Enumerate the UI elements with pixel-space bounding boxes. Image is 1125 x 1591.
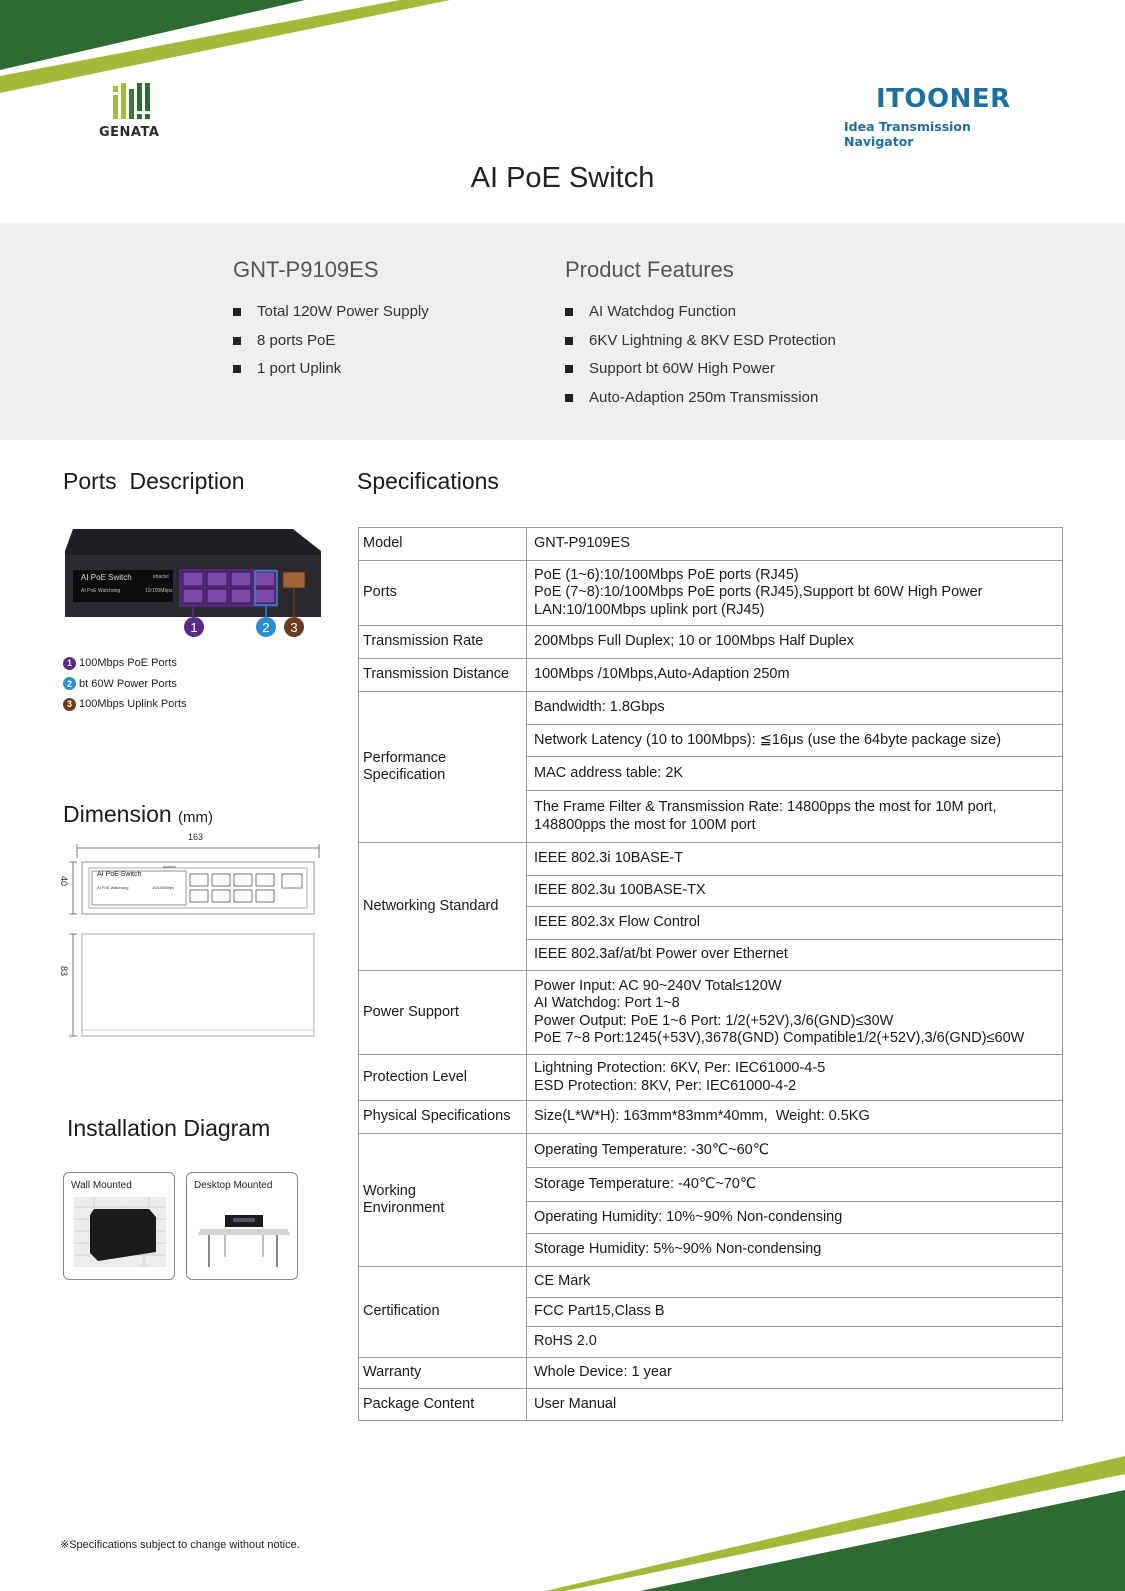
table-row [359, 1358, 1063, 1389]
spec-value: Lightning Protection: 6KV, Per: IEC61000-4-5 ESD Protection: 8KV, Per: IEC61000-4-2 [527, 1055, 1063, 1101]
list-item: Auto-Adaption 250m Transmission [565, 389, 836, 418]
ports-legend [63, 653, 187, 715]
ports-description-heading: Ports Description [63, 468, 245, 494]
table-row [359, 1101, 1063, 1134]
spec-value: PoE (1~6):10/100Mbps PoE ports (RJ45) PoE (7~8):10/100Mbps PoE ports (RJ45),Support bt 60W High Power LAN:10/100Mbps uplink port (RJ45) [527, 561, 1063, 626]
specifications-heading: Specifications [357, 468, 499, 494]
features-band [0, 223, 1125, 440]
wall-mounted-label: Wall Mounted [71, 1180, 132, 1191]
callout-1: 1 [184, 617, 204, 637]
itooner-logo-text: ITOONER [876, 84, 1011, 114]
bullet-square-icon [565, 394, 573, 402]
genata-logo [99, 83, 169, 143]
spec-key: Physical Specifications [359, 1101, 527, 1134]
bullet-square-icon [233, 308, 241, 316]
spec-key: Transmission Rate [359, 626, 527, 659]
callout-3: 3 [284, 617, 304, 637]
list-item: 6KV Lightning & 8KV ESD Protection [565, 332, 836, 361]
table-row [359, 626, 1063, 659]
spec-key: Transmission Distance [359, 659, 527, 692]
spec-value: Storage Humidity: 5%~90% Non-condensing [527, 1234, 1063, 1267]
spec-value: GNT-P9109ES [527, 528, 1063, 561]
genata-bars-logo-icon [113, 83, 183, 123]
legend-item: 2 bt 60W Power Ports [63, 674, 187, 695]
table-row [359, 1134, 1063, 1168]
switch-photo [63, 525, 325, 650]
installation-heading: Installation Diagram [67, 1115, 271, 1141]
bullet-square-icon [565, 308, 573, 316]
switch-label: AI PoE Switch [81, 573, 132, 582]
dimension-drawing [59, 832, 325, 1038]
spec-key: Ports [359, 561, 527, 626]
dimension-width-label: 163 [188, 832, 204, 842]
model-heading: GNT-P9109ES [233, 257, 379, 282]
switch-brand: ebaclvi [153, 574, 169, 580]
spec-value: IEEE 802.3af/at/bt Power over Ethernet [527, 940, 1063, 971]
callout-2: 2 [256, 617, 276, 637]
table-row [359, 1267, 1063, 1298]
bullet-square-icon [565, 337, 573, 345]
bullet-square-icon [233, 365, 241, 373]
wall-mounted-card [63, 1172, 175, 1280]
legend-item: 1 100Mbps PoE Ports [63, 653, 187, 674]
spec-value: 100Mbps /10Mbps,Auto-Adaption 250m [527, 659, 1063, 692]
spec-value: Operating Humidity: 10%~90% Non-condensing [527, 1202, 1063, 1234]
bullet-square-icon [565, 365, 573, 373]
spec-value: Storage Temperature: -40℃~70℃ [527, 1168, 1063, 1202]
bullet-square-icon [233, 337, 241, 345]
spec-value: Network Latency (10 to 100Mbps): ≦16μs (use the 64byte package size) [527, 725, 1063, 757]
table-row [359, 528, 1063, 561]
spec-value: User Manual [527, 1389, 1063, 1421]
genata-logo-text: GENATA [99, 125, 160, 140]
table-row [359, 561, 1063, 626]
itooner-logo [840, 84, 1040, 149]
legend-item: 3 100Mbps Uplink Ports [63, 694, 187, 715]
switch-speed: 10/100Mbps [145, 588, 173, 594]
footnote: ※Specifications subject to change without notice. [60, 1539, 300, 1551]
table-row [359, 1055, 1063, 1101]
spec-value: 200Mbps Full Duplex; 10 or 100Mbps Half Duplex [527, 626, 1063, 659]
dimension-front-sublabel: AI PoE Watchdog [97, 885, 129, 890]
spec-value: IEEE 802.3x Flow Control [527, 907, 1063, 940]
dimension-depth-label: 83 [59, 965, 70, 977]
desktop-mounted-label: Desktop Mounted [194, 1180, 273, 1191]
spec-value: Whole Device: 1 year [527, 1358, 1063, 1389]
dimension-height-label: 40 [59, 875, 70, 887]
model-feature-list [233, 303, 429, 389]
itooner-tagline: Idea Transmission Navigator [844, 119, 971, 149]
dimension-front-label: AI PoE Switch [97, 871, 142, 878]
spec-key: Warranty [359, 1358, 527, 1389]
switch-sublabel: AI PoE Watchdog [81, 588, 121, 594]
spec-value: Operating Temperature: -30℃~60℃ [527, 1134, 1063, 1168]
document-title: AI PoE Switch [470, 162, 655, 194]
spec-key: Performance Specification [359, 692, 527, 843]
spec-value: IEEE 802.3i 10BASE-T [527, 843, 1063, 876]
spec-key: Certification [359, 1267, 527, 1358]
list-item: Total 120W Power Supply [233, 303, 429, 332]
spec-value: Power Input: AC 90~240V Total≤120W AI Watchdog: Port 1~8 Power Output: PoE 1~6 Port: 1/2(+52V),3/6(GND)≤30W PoE 7~8 Port:1245(+53V),3678(GND) Compatible1/2(+52V),3/6(GND)≤60W [527, 971, 1063, 1055]
list-item: Support bt 60W High Power [565, 360, 836, 389]
top-left-stripe-decoration [0, 0, 460, 100]
specifications-table [358, 527, 1063, 1421]
wall-mount-illustration-icon [74, 1197, 166, 1267]
spec-value: CE Mark [527, 1267, 1063, 1298]
spec-value: RoHS 2.0 [527, 1327, 1063, 1358]
dimension-drawing-graphic [63, 838, 325, 1038]
table-row [359, 971, 1063, 1055]
desktop-mount-illustration-icon [195, 1199, 291, 1269]
spec-value: FCC Part15,Class B [527, 1298, 1063, 1327]
dimension-unit: (mm) [178, 809, 214, 826]
table-row [359, 659, 1063, 692]
spec-key: Protection Level [359, 1055, 527, 1101]
product-features-list [565, 303, 836, 417]
spec-value: MAC address table: 2K [527, 757, 1063, 791]
list-item: AI Watchdog Function [565, 303, 836, 332]
product-features-heading: Product Features [565, 257, 734, 282]
spec-value: The Frame Filter & Transmission Rate: 14800pps the most for 10M port, 148800pps the most for 100M port [527, 791, 1063, 843]
spec-key: Model [359, 528, 527, 561]
list-item: 8 ports PoE [233, 332, 429, 361]
table-row [359, 692, 1063, 725]
dimension-front-speed: 10/100Mbps [152, 885, 175, 890]
dimension-heading: Dimension (mm) [63, 801, 214, 827]
table-row [359, 843, 1063, 876]
dimension-front-brand: ebaclvi [163, 864, 176, 869]
spec-value: Bandwidth: 1.8Gbps [527, 692, 1063, 725]
list-item: 1 port Uplink [233, 360, 429, 389]
desktop-mounted-card [186, 1172, 298, 1280]
table-row [359, 1389, 1063, 1421]
spec-key: Networking Standard [359, 843, 527, 971]
spec-value: Size(L*W*H): 163mm*83mm*40mm, Weight: 0.5KG [527, 1101, 1063, 1134]
spec-key: Package Content [359, 1389, 527, 1421]
bottom-right-stripe-decoration [545, 1456, 1125, 1591]
spec-value: IEEE 802.3u 100BASE-TX [527, 876, 1063, 907]
spec-key: Power Support [359, 971, 527, 1055]
spec-key: Working Environment [359, 1134, 527, 1267]
